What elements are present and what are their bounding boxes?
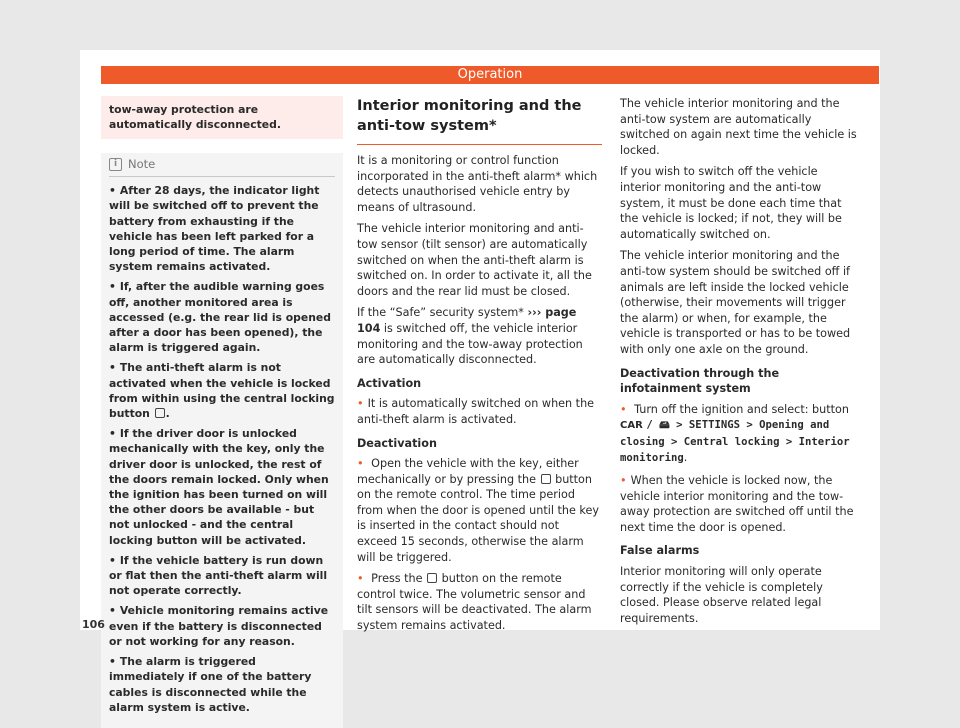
- unlock-icon: [541, 474, 551, 484]
- note-title: Note: [128, 157, 156, 171]
- lock-icon: [155, 408, 165, 418]
- activation-text: • It is automatically switched on when the anti-theft alarm is activated.: [357, 396, 602, 427]
- paragraph: The vehicle interior monitoring and the anti-tow system are automatically switched on again next time the vehicle is locked.: [620, 97, 857, 157]
- infotainment-step: • When the vehicle is locked now, the vehicle interior monitoring and the tow-away protection are switched off until the next time the door is opened.: [620, 473, 860, 535]
- deactivation-item: • Press the button on the remote control twice. The volumetric sensor and tilt sensors will be deactivated. The alarm system remains activated.: [357, 571, 602, 633]
- warning-box: tow-away protection are automatically disconnected.: [101, 96, 343, 139]
- list-item: • The alarm is triggered immediately if one of the battery cables is disconnected while the alarm system is active.: [109, 654, 335, 715]
- paragraph: If the “Safe” security system* ››› page 104 is switched off, the vehicle interior monitoring and the tow-away protection are automatically disconnected.: [357, 306, 583, 367]
- paragraph: It is a monitoring or control function incorporated in the anti-theft alarm* which detects unauthorised vehicle entry by means of ultrasound.: [357, 154, 598, 214]
- activation-heading: Activation: [357, 376, 422, 390]
- left-column: [101, 96, 343, 728]
- list-item: • The anti-theft alarm is not activated when the vehicle is locked from within using the central locking button .: [109, 360, 335, 421]
- manual-page: [80, 50, 880, 714]
- section-header: Operation: [101, 66, 879, 84]
- info-icon: i: [109, 158, 122, 171]
- middle-column: [357, 96, 602, 640]
- page-number: 106: [82, 618, 105, 631]
- right-column: [620, 96, 860, 632]
- note-list: [109, 183, 335, 715]
- deactivation-heading: Deactivation: [357, 436, 437, 450]
- list-item: • If, after the audible warning goes off, another monitored area is accessed (e.g. the rear lid is opened after a door has been opened), the alarm is triggered again.: [109, 279, 335, 355]
- list-item: • If the vehicle battery is run down or flat then the anti-theft alarm will not operate correctly.: [109, 553, 335, 599]
- infotainment-step: • Turn off the ignition and select: button CAR / 🖴 > SETTINGS > Opening and closing > Central locking > Interior monitoring.: [620, 402, 860, 467]
- false-alarms-heading: False alarms: [620, 544, 700, 558]
- list-item: • If the driver door is unlocked mechanically with the key, only the driver door is unlocked, the rest of the doors remain locked. Only when the ignition has been turned on will the other doors be available - but not unlocked - and the central locking button will be activated.: [109, 426, 335, 548]
- paragraph: The vehicle interior monitoring and anti-tow sensor (tilt sensor) are automatically switched on when the anti-theft alarm is switched on. In order to activate it, all the doors and the rear lid must be closed.: [357, 222, 592, 298]
- list-item: • Vehicle monitoring remains active even if the battery is disconnected or not working for any reason.: [109, 603, 335, 649]
- paragraph: The vehicle interior monitoring and the anti-tow system should be switched off if animals are left inside the locked vehicle (otherwise, their movements will trigger the alarm) or when, for example, the vehicle is transported or has to be towed with only one axle on the ground.: [620, 249, 851, 356]
- section-title: Interior monitoring and the anti-tow system*: [357, 96, 602, 145]
- deactivation-item: • Open the vehicle with the key, either mechanically or by pressing the button on the remote control. The time period from when the door is opened until the key is inserted in the contact should not exceed 15 seconds, otherwise the alarm will be triggered.: [357, 456, 602, 565]
- note-box: [101, 153, 343, 728]
- list-item: • After 28 days, the indicator light will be switched off to prevent the battery from exhausting if the vehicle has been left parked for a long period of time. The alarm system remains activated.: [109, 183, 335, 274]
- page-reference-link[interactable]: ››› page 104: [357, 306, 577, 335]
- menu-path: / 🖴 > SETTINGS > Opening and closing > Central locking > Interior monitoring: [620, 419, 850, 465]
- infotainment-heading: Deactivation through the infotainment system: [620, 366, 780, 396]
- note-header: [109, 157, 335, 177]
- paragraph: If you wish to switch off the vehicle interior monitoring and the anti-tow system, it must be done each time that the vehicle is locked; if not, they will be automatically switched on.: [620, 165, 842, 241]
- lock-icon: [427, 573, 437, 583]
- paragraph: Interior monitoring will only operate correctly if the vehicle is completely closed. Please observe related legal requirements.: [620, 565, 823, 625]
- car-icon: CAR: [620, 420, 643, 432]
